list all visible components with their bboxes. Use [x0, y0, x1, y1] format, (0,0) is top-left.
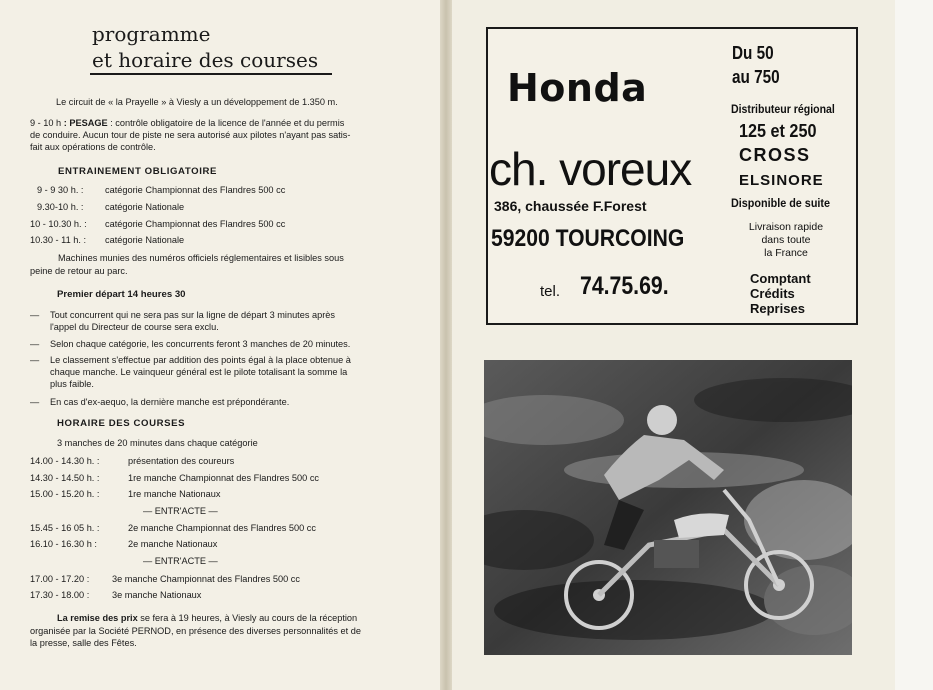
- tel-number: 74.75.69.: [580, 272, 669, 300]
- rule-dash-2: —: [30, 355, 40, 365]
- rule-2-line3: plus faible.: [50, 379, 94, 389]
- range-line2: au 750: [732, 67, 780, 87]
- machines-line1: Machines munies des numéros officiels réglementaires et lisibles sous: [58, 253, 344, 263]
- rule-0-line2: l'appel du Directeur de course sera exclu.: [50, 322, 219, 332]
- prize-text: se fera à 19 heures, à Viesly au cours de la réception: [140, 613, 358, 623]
- training-time-3: 10.30 - 11 h. :: [30, 235, 87, 245]
- schedule-desc-1: 1re manche Championnat des Flandres 500 cc: [128, 473, 320, 483]
- pesage-line1: [30, 117, 344, 130]
- rule-1-line1: Selon chaque catégorie, les concurrents feront 3 manches de 20 minutes.: [50, 339, 351, 349]
- honda-logo: Honda: [507, 66, 648, 110]
- distributor-label: Distributeur régional: [731, 102, 835, 116]
- training-time-0: 9 - 9 30 h. :: [37, 185, 84, 195]
- tel-label: tel.: [540, 283, 561, 300]
- delivery-line2: dans toute: [761, 234, 811, 246]
- delivery-line3: la France: [764, 247, 808, 259]
- title-underline: [90, 73, 332, 75]
- dealer-street: 386, chaussée F.Forest: [494, 198, 647, 214]
- terms-line2: Crédits: [750, 286, 795, 301]
- rule-dash-3: —: [30, 397, 40, 407]
- training-desc-3: catégorie Nationale: [105, 235, 185, 245]
- schedule-time-4: 15.45 - 16 05 h. :: [30, 523, 100, 533]
- terms-line3: Reprises: [750, 301, 805, 316]
- page-title-line2: et horaire des courses: [92, 48, 319, 72]
- pesage-time: 9 - 10 h: [30, 118, 62, 128]
- machines-line2: peine de retour au parc.: [30, 266, 128, 276]
- page-edge: [895, 0, 933, 690]
- rule-3-line1: En cas d'ex-aequo, la dernière manche est prépondérante.: [50, 397, 290, 407]
- schedule-desc-4: 2e manche Championnat des Flandres 500 cc: [128, 523, 316, 533]
- pesage-line3: fait aux opérations de contrôle.: [30, 142, 156, 152]
- schedule-time-8: 17.30 - 18.00 :: [30, 590, 90, 600]
- prize-line3: la presse, salle des Fêtes.: [30, 638, 137, 648]
- delivery-line1: Livraison rapide: [748, 221, 824, 233]
- schedule-desc-8: 3e manche Nationaux: [112, 590, 202, 600]
- training-time-2: 10 - 10.30 h. :: [30, 219, 87, 229]
- models-line3: ELSINORE: [739, 172, 824, 189]
- page-title-line1: programme: [92, 22, 211, 46]
- models-line1: 125 et 250: [739, 121, 817, 141]
- training-heading: ENTRAINEMENT OBLIGATOIRE: [58, 166, 218, 177]
- rule-dash-1: —: [30, 339, 40, 349]
- schedule-time-5: 16.10 - 16.30 h :: [30, 539, 97, 549]
- rule-dash-0: —: [30, 310, 40, 320]
- training-desc-1: catégorie Nationale: [105, 202, 185, 212]
- schedule-heading: HORAIRE DES COURSES: [57, 418, 186, 429]
- schedule-time-7: 17.00 - 17.20 :: [30, 574, 90, 584]
- circuit-intro: Le circuit de « la Prayelle » à Viesly a un développement de 1.350 m.: [56, 97, 338, 107]
- schedule-desc-7: 3e manche Championnat des Flandres 500 cc: [112, 574, 300, 584]
- pesage-line2: de conduire. Aucun tour de piste ne sera autorisé aux pilotes n'ayant pas satis-: [30, 130, 351, 140]
- training-desc-2: catégorie Championnat des Flandres 500 cc: [105, 219, 286, 229]
- prize-bold: La remise des prix: [57, 613, 138, 623]
- photo-drawing: [484, 360, 852, 655]
- schedule-intermission-1: — ENTR'ACTE —: [143, 506, 218, 516]
- training-time-1: 9.30-10 h. :: [37, 202, 84, 212]
- prize-line2: organisée par la Société PERNOD, en présence des diverses personnalités et de: [30, 626, 361, 636]
- terms-line1: Comptant: [750, 271, 811, 286]
- range-line1: Du 50: [732, 43, 774, 63]
- schedule-time-2: 15.00 - 15.20 h. :: [30, 489, 100, 499]
- rule-0-line1: Tout concurrent qui ne sera pas sur la ligne de départ 3 minutes après: [50, 310, 335, 320]
- rule-2-line2: chaque manche. Le vainqueur général est le pilote totalisant la somme la: [50, 367, 348, 377]
- models-line2: CROSS: [739, 145, 811, 165]
- pesage-text: : contrôle obligatoire de la licence de l'année et du permis: [110, 118, 345, 128]
- schedule-intermission-2: — ENTR'ACTE —: [143, 556, 218, 566]
- pesage-label: : PESAGE: [63, 118, 108, 128]
- prize-line1: [57, 612, 357, 625]
- schedule-time-1: 14.30 - 14.50 h. :: [30, 473, 100, 483]
- book-gutter: [440, 0, 452, 690]
- training-desc-0: catégorie Championnat des Flandres 500 cc: [105, 185, 286, 195]
- schedule-time-0: 14.00 - 14.30 h. :: [30, 456, 100, 466]
- schedule-desc-0: présentation des coureurs: [128, 456, 235, 466]
- first-start: Premier départ 14 heures 30: [57, 289, 186, 300]
- schedule-desc-5: 2e manche Nationaux: [128, 539, 218, 549]
- availability-label: Disponible de suite: [731, 196, 831, 210]
- motocross-rider-photo: [484, 360, 852, 655]
- dealer-name: ch. voreux: [489, 143, 692, 195]
- schedule-subheading: 3 manches de 20 minutes dans chaque catégorie: [57, 438, 258, 448]
- schedule-desc-2: 1re manche Nationaux: [128, 489, 221, 499]
- dealer-city: 59200 TOURCOING: [491, 225, 685, 252]
- rule-2-line1: Le classement s'effectue par addition des points égal à la place obtenue à: [50, 355, 351, 365]
